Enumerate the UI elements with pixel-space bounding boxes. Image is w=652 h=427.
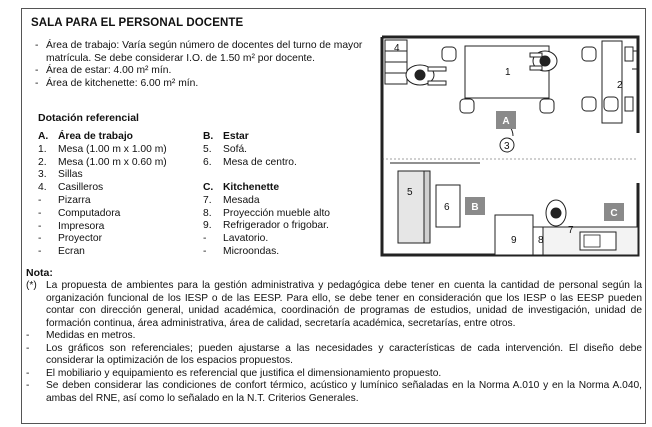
intro-list xyxy=(35,40,365,90)
person-icon xyxy=(406,65,446,85)
group-c-header xyxy=(203,182,330,195)
zone-b-label: B xyxy=(471,202,479,213)
person-icon xyxy=(530,51,557,71)
plan-label-4: 4 xyxy=(394,43,400,54)
list-item: - Ecran xyxy=(38,246,85,258)
group-b-title: Estar xyxy=(223,131,249,142)
plan-label-2: 2 xyxy=(617,80,623,91)
list-item: - El mobiliario y equipamiento es referencial que justifica el dimensionamiento propuesto. xyxy=(26,367,442,379)
plan-label-7: 7 xyxy=(568,225,574,236)
group-b-letter: B. xyxy=(203,131,214,142)
list-item: - Pizarra xyxy=(38,194,91,206)
zone-a-label: A xyxy=(502,116,510,127)
group-a-list xyxy=(38,131,167,259)
list-item: 2. Mesa (1.00 m x 0.60 m) xyxy=(38,156,167,168)
group-a-title: Área de trabajo xyxy=(58,131,133,142)
list-item: - Los gráficos son referenciales; pueden ajustarse a las necesidades y características de cada intervención. El diseño debe considerar la optimización de los espacios propuestos. xyxy=(26,342,642,366)
nota-heading: Nota: xyxy=(26,267,53,279)
list-item: - Impresora xyxy=(38,220,105,232)
zone-c-label: C xyxy=(610,208,618,219)
list-item: 7. Mesada xyxy=(203,194,260,206)
plan-label-1: 1 xyxy=(505,67,511,78)
list-item: - Microondas. xyxy=(203,245,280,257)
list-item: 8. Proyección mueble alto xyxy=(203,207,331,219)
group-b-list xyxy=(203,131,297,169)
intro-item-kitchenette-area: - Área de kitchenette: 6.00 m² mín. xyxy=(35,78,365,91)
list-item: 9. Refrigerador o frigobar. xyxy=(203,220,329,232)
group-c-letter: C. xyxy=(203,182,214,193)
plan-label-3: 3 xyxy=(504,141,510,152)
plan-label-6: 6 xyxy=(444,202,450,213)
plan-label-8: 8 xyxy=(538,235,544,246)
list-item: 6. Mesa de centro. xyxy=(203,156,297,168)
page-title: SALA PARA EL PERSONAL DOCENTE xyxy=(31,17,244,29)
list-item: 5. Sofá. xyxy=(203,143,248,155)
dotacion-heading: Dotación referencial xyxy=(38,112,139,124)
group-b-header xyxy=(203,131,297,144)
plan-label-9: 9 xyxy=(511,235,517,246)
floor-plan xyxy=(380,33,642,259)
list-item: 3. Sillas xyxy=(38,169,83,181)
list-item: - Computadora xyxy=(38,207,121,219)
nota-list xyxy=(26,280,642,405)
list-item: - Se deben considerar las condiciones de confort térmico, acústico y lumínico señaladas en la Norma A.010 y en la Norma A.040, ambas del RNE, así como lo señalado en la N.T. Criterios Generales. xyxy=(26,380,642,404)
sofa-5 xyxy=(398,171,424,243)
list-item: 4. Casilleros xyxy=(38,182,104,194)
intro-item-lounge-area: - Área de estar: 4.00 m² mín. xyxy=(35,65,365,78)
person-icon xyxy=(546,200,566,226)
list-item: (*) La propuesta de ambientes para la gestión administrativa y pedagógica debe tener en cuenta la cantidad de personal según la organización funcional de los IESP o de las EESP. Para ello, se debe tener en consideración que los IESP o las EESP pueden contar con dirección general, unidad académica, coordinación de programas de estudios, unidad de investigación, unidad de formación continua, área administrativa, área de calidad, secretaría académica, secretarías, entre otros. xyxy=(26,280,642,329)
group-a-header xyxy=(38,131,167,144)
intro-item-work-area: - Área de trabajo: Varía según número de docentes del turno de mayor matrícula. Se debe considerar I.O. de 1.50 m² por docente. xyxy=(35,40,365,65)
list-item: - Lavatorio. xyxy=(203,233,269,245)
list-item: - Proyector xyxy=(38,233,103,245)
group-c-title: Kitchenette xyxy=(223,182,280,193)
list-item: 1. Mesa (1.00 m x 1.00 m) xyxy=(38,143,167,155)
list-item: - Medidas en metros. xyxy=(26,330,136,341)
plan-label-5: 5 xyxy=(407,187,413,198)
group-a-letter: A. xyxy=(38,131,49,142)
group-c-list xyxy=(203,182,330,259)
